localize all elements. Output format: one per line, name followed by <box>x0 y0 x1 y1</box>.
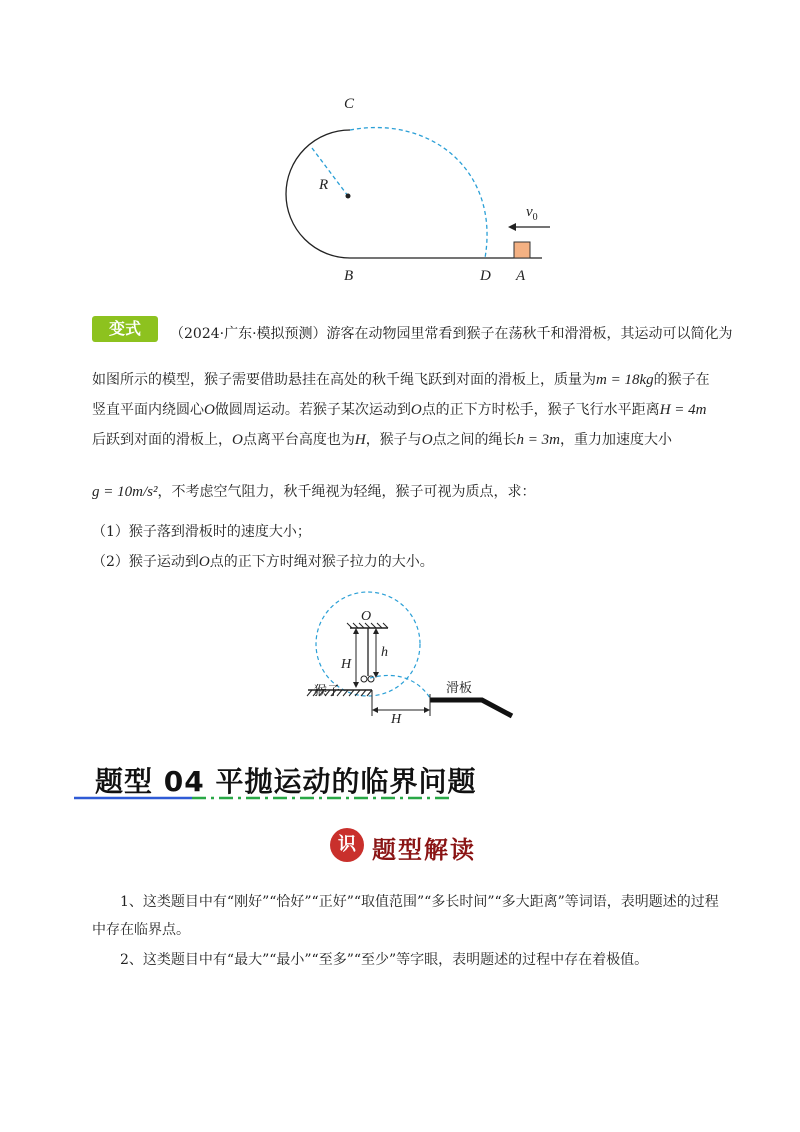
interpretation-badge-text: 题型解读 <box>372 835 476 864</box>
label-B: B <box>344 268 354 284</box>
label-R: R <box>319 177 329 193</box>
variant-line-5: g = 10m/s²，不考虑空气阻力，秋千绳视为轻绳，猴子可视为质点，求： <box>92 484 536 500</box>
label-h: h <box>381 645 388 660</box>
section-title: 题型 04 平抛运动的临界问题 <box>95 765 477 798</box>
section-title-underline <box>72 794 452 804</box>
question-1: （1）猴子落到滑板时的速度大小； <box>92 524 311 540</box>
variant-line-1: （2024·广东·模拟预测）游客在动物园里常看到猴子在荡秋千和滑滑板，其运动可以简化为 <box>170 326 733 342</box>
variant-line-2: 如图所示的模型，猴子需要借助悬挂在高处的秋千绳飞跃到对面的滑板上，质量为m = 18kg的猴子在 <box>92 372 710 388</box>
interpretation-paragraph-2: 2、这类题目中有“最大”“最小”“至多”“至少”等字眼，表明题述的过程中存在着极值。 <box>120 952 649 968</box>
interpretation-paragraph-1: 1、这类题目中有“刚好”“恰好”“正好”“取值范围”“多长时间”“多大距离”等词语，表明题述的过程中存在临界点。 <box>92 894 719 938</box>
variant-line-4: 后跃到对面的滑板上，O点离平台高度也为H，猴子与O点之间的绳长h = 3m，重力加速度大小 <box>92 432 672 448</box>
label-O: O <box>361 609 372 624</box>
label-skateboard: 滑板 <box>446 681 473 696</box>
variant-badge: 变式 <box>92 316 158 342</box>
label-H-bottom: H <box>391 712 402 727</box>
label-H-left: H <box>341 657 352 672</box>
label-C: C <box>344 96 355 112</box>
question-2: （2）猴子运动到O点的正下方时绳对猴子拉力的大小。 <box>92 554 434 570</box>
label-D: D <box>480 268 491 284</box>
label-v0: $v_0$ <box>526 204 538 223</box>
label-A: A <box>516 268 526 284</box>
figure-monkey-swing <box>300 590 530 725</box>
label-monkey: 猴子 <box>314 684 341 699</box>
figure-circular-track <box>260 90 560 300</box>
variant-line-3: 竖直平面内绕圆心O做圆周运动。若猴子某次运动到O点的正下方时松手，猴子飞行水平距离H = 4m <box>92 402 707 418</box>
interpretation-badge-icon: 识 <box>330 828 364 862</box>
interpretation-badge <box>330 826 490 864</box>
